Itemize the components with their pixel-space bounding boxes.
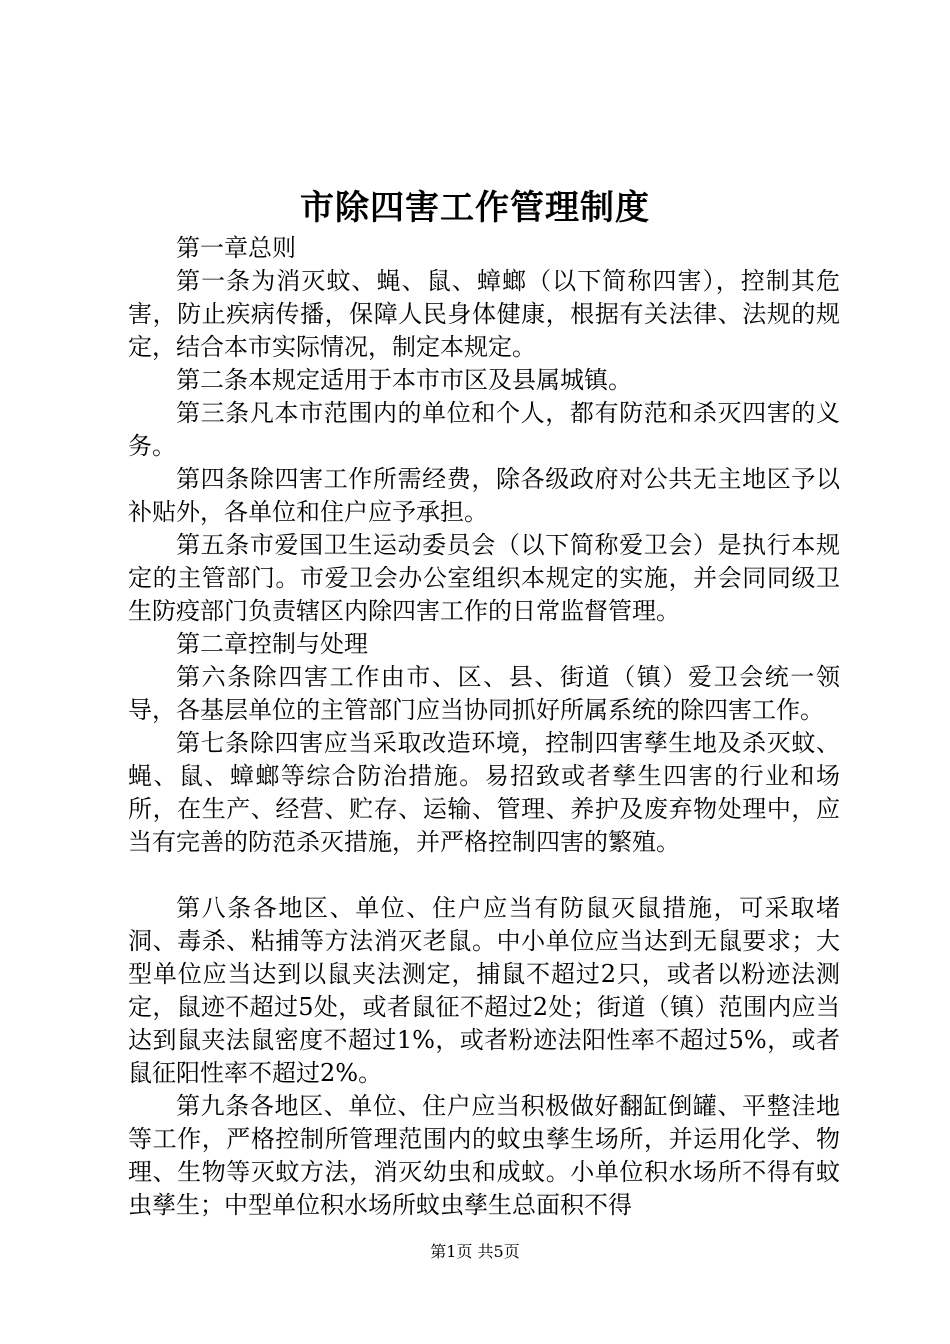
article-paragraph: 第一条为消灭蚊、蝇、鼠、蟑螂（以下简称四害），控制其危害，防止疾病传播，保障人民身体健康，根据有关法律、法规的规定，结合本市实际情况，制定本规定。 xyxy=(128,267,840,361)
page-number-footer: 第1页 共5页 xyxy=(430,1242,520,1261)
chapter-heading: 第一章总则 xyxy=(176,234,296,262)
chapter-heading: 第二章控制与处理 xyxy=(176,630,368,658)
document-body xyxy=(128,232,840,1222)
article-paragraph: 第二条本规定适用于本市市区及县属城镇。 xyxy=(176,366,632,394)
article-paragraph: 第九条各地区、单位、住户应当积极做好翻缸倒罐、平整洼地等工作，严格控制所管理范围内的蚊虫孳生场所，并运用化学、物理、生物等灭蚊方法，消灭幼虫和成蚊。小单位积水场所不得有蚊虫孳生；中型单位积水场所蚊虫孳生总面积不得 xyxy=(128,1092,840,1219)
article-paragraph: 第三条凡本市范围内的单位和个人，都有防范和杀灭四害的义务。 xyxy=(128,399,840,460)
article-paragraph: 第六条除四害工作由市、区、县、街道（镇）爱卫会统一领导，各基层单位的主管部门应当协同抓好所属系统的除四害工作。 xyxy=(128,663,840,724)
article-paragraph: 第八条各地区、单位、住户应当有防鼠灭鼠措施，可采取堵洞、毒杀、粘捕等方法消灭老鼠。中小单位应当达到无鼠要求；大型单位应当达到以鼠夹法测定，捕鼠不超过2只，或者以粉迹法测定，鼠迹不超过5处，或者鼠征不超过2处；街道（镇）范围内应当达到鼠夹法鼠密度不超过1%，或者粉迹法阳性率不超过5%，或者鼠征阳性率不超过2%。 xyxy=(128,894,840,1087)
page-title: 市除四害工作管理制度 xyxy=(300,188,650,228)
article-paragraph: 第五条市爱国卫生运动委员会（以下简称爱卫会）是执行本规定的主管部门。市爱卫会办公室组织本规定的实施，并会同同级卫生防疫部门负责辖区内除四害工作的日常监督管理。 xyxy=(128,531,840,625)
article-paragraph: 第七条除四害应当采取改造环境，控制四害孳生地及杀灭蚊、蝇、鼠、蟑螂等综合防治措施。易招致或者孳生四害的行业和场所，在生产、经营、贮存、运输、管理、养护及废弃物处理中，应当有完善的防范杀灭措施，并严格控制四害的繁殖。 xyxy=(128,729,840,856)
article-paragraph: 第四条除四害工作所需经费，除各级政府对公共无主地区予以补贴外，各单位和住户应予承担。 xyxy=(128,465,840,526)
